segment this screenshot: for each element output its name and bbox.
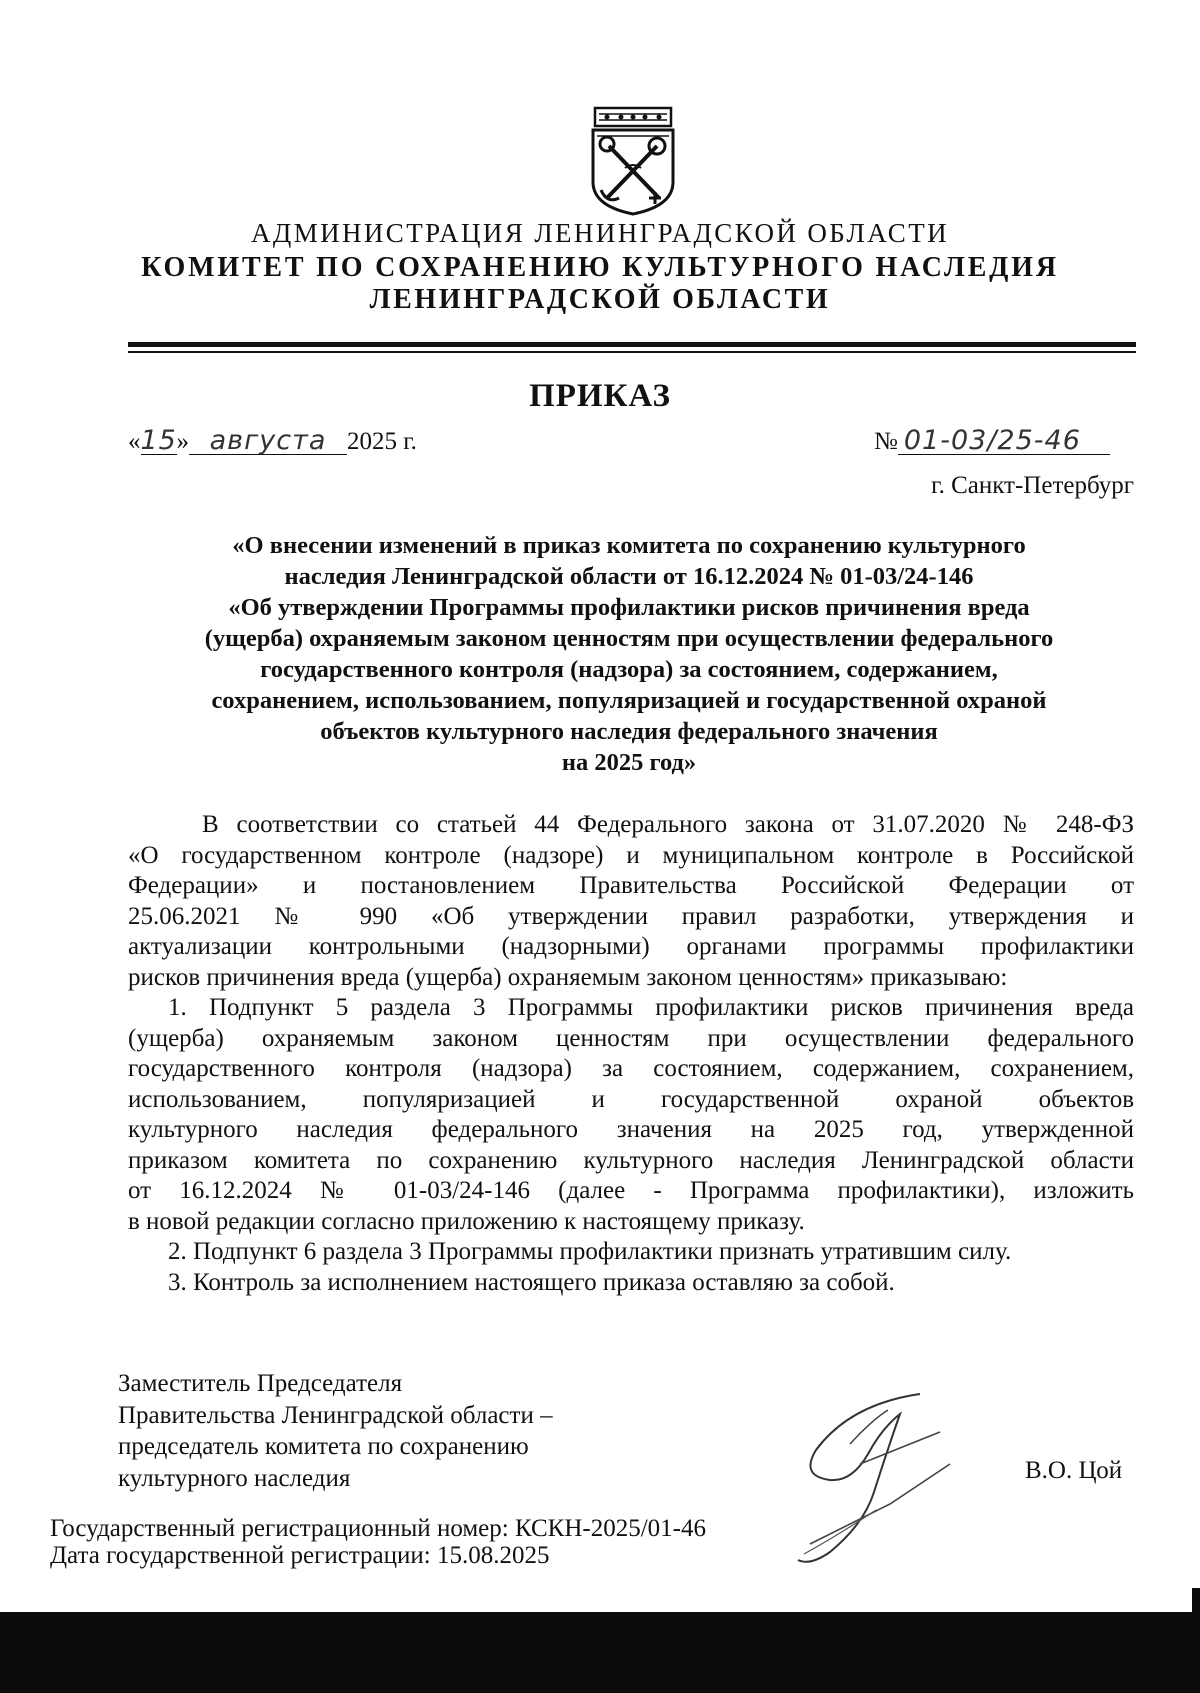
org-name-line-1: АДМИНИСТРАЦИЯ ЛЕНИНГРАДСКОЙ ОБЛАСТИ xyxy=(250,218,949,248)
item-1-line: приказом комитета по сохранению культурного наследия Ленинградской области xyxy=(128,1146,1134,1174)
handwritten-signature xyxy=(790,1384,970,1570)
preamble-line: рисков причинения вреда (ущерба) охраняемым законом ценностям» приказываю: xyxy=(128,963,1008,991)
header-divider-thick xyxy=(128,342,1136,347)
subject-line: «О внесении изменений в приказ комитета по сохранению культурного xyxy=(232,532,1026,559)
scan-border-bar xyxy=(0,1612,1200,1693)
subject-line: сохранением, использованием, популяризацией и государственной охраной xyxy=(211,687,1047,714)
subject-line: объектов культурного наследия федерального значения xyxy=(320,718,938,745)
header-divider-thin xyxy=(128,351,1136,353)
date-open-quote: « xyxy=(128,428,141,455)
registration-date: Дата государственной регистрации: 15.08.2025 xyxy=(50,1542,550,1569)
org-name-line-3: ЛЕНИНГРАДСКОЙ ОБЛАСТИ xyxy=(369,284,831,315)
date-close-quote: » xyxy=(176,428,189,455)
position-line: культурного наследия xyxy=(118,1464,351,1492)
order-number xyxy=(874,425,1110,456)
item-1-line: использованием, популяризацией и государственной охраной объектов xyxy=(128,1085,1134,1113)
date-month: августа xyxy=(189,428,347,455)
preamble-line: В соответствии со статьей 44 Федерального закона от 31.07.2020 № 248-ФЗ xyxy=(202,811,1134,838)
number-label: № xyxy=(874,428,898,455)
preamble-line: «О государственном контроле (надзоре) и муниципальном контроле в Российской xyxy=(128,841,1134,869)
subject-line: (ущерба) охраняемым законом ценностям при осуществлении федерального xyxy=(204,625,1054,652)
subject-line: «Об утверждении Программы профилактики рисков причинения вреда xyxy=(228,594,1030,621)
item-1-line: в новой редакции согласно приложению к настоящему приказу. xyxy=(128,1207,805,1235)
order-city: г. Санкт-Петербург xyxy=(931,472,1134,499)
item-1-line: государственного контроля (надзора) за состоянием, содержанием, сохранением, xyxy=(128,1055,1134,1082)
item-1-line: от 16.12.2024 № 01-03/24-146 (далее - Программа профилактики), изложить xyxy=(128,1177,1134,1204)
item-3: 3. Контроль за исполнением настоящего приказа оставляю за собой. xyxy=(168,1268,895,1296)
registration-number: Государственный регистрационный номер: КСКН-2025/01-46 xyxy=(50,1515,707,1542)
document-title: ПРИКАЗ xyxy=(529,378,671,414)
position-line: Правительства Ленинградской области – xyxy=(118,1401,553,1429)
preamble-line: Федерации» и постановлением Правительства Российской Федерации от xyxy=(128,872,1134,899)
position-line: председатель комитета по сохранению xyxy=(118,1433,529,1460)
date-year: 2025 г. xyxy=(347,428,417,455)
order-date xyxy=(128,425,417,456)
item-1-line: (ущерба) охраняемым законом ценностям при осуществлении федерального xyxy=(128,1024,1134,1052)
signatory-name: В.О. Цой xyxy=(1025,1457,1123,1484)
number-value: 01-03/25-46 xyxy=(898,428,1110,455)
item-1-line: 1. Подпункт 5 раздела 3 Программы профилактики рисков причинения вреда xyxy=(168,994,1134,1021)
subject-line: на 2025 год» xyxy=(561,749,697,776)
subject-line: государственного контроля (надзора) за состоянием, содержанием, xyxy=(260,656,998,683)
position-line: Заместитель Председателя xyxy=(118,1370,403,1397)
order-subject xyxy=(128,530,1130,778)
order-body xyxy=(128,810,1134,1298)
signatory-position xyxy=(118,1368,553,1494)
item-2: 2. Подпункт 6 раздела 3 Программы профилактики признать утратившим силу. xyxy=(168,1238,1012,1265)
subject-line: наследия Ленинградской области от 16.12.2024 № 01-03/24-146 xyxy=(284,563,974,590)
item-1-line: культурного наследия федерального значения на 2025 год, утвержденной xyxy=(128,1116,1134,1143)
coat-of-arms-emblem xyxy=(585,106,681,216)
registration-info xyxy=(50,1515,706,1569)
preamble-line: актуализации контрольными (надзорными) органами программы профилактики xyxy=(128,933,1134,960)
org-name-line-2: КОМИТЕТ ПО СОХРАНЕНИЮ КУЛЬТУРНОГО НАСЛЕДИЯ xyxy=(141,252,1059,283)
preamble-line: 25.06.2021 № 990 «Об утверждении правил разработки, утверждения и xyxy=(128,902,1134,930)
scan-border-edge xyxy=(1192,1588,1200,1612)
date-day: 15 xyxy=(140,425,177,456)
